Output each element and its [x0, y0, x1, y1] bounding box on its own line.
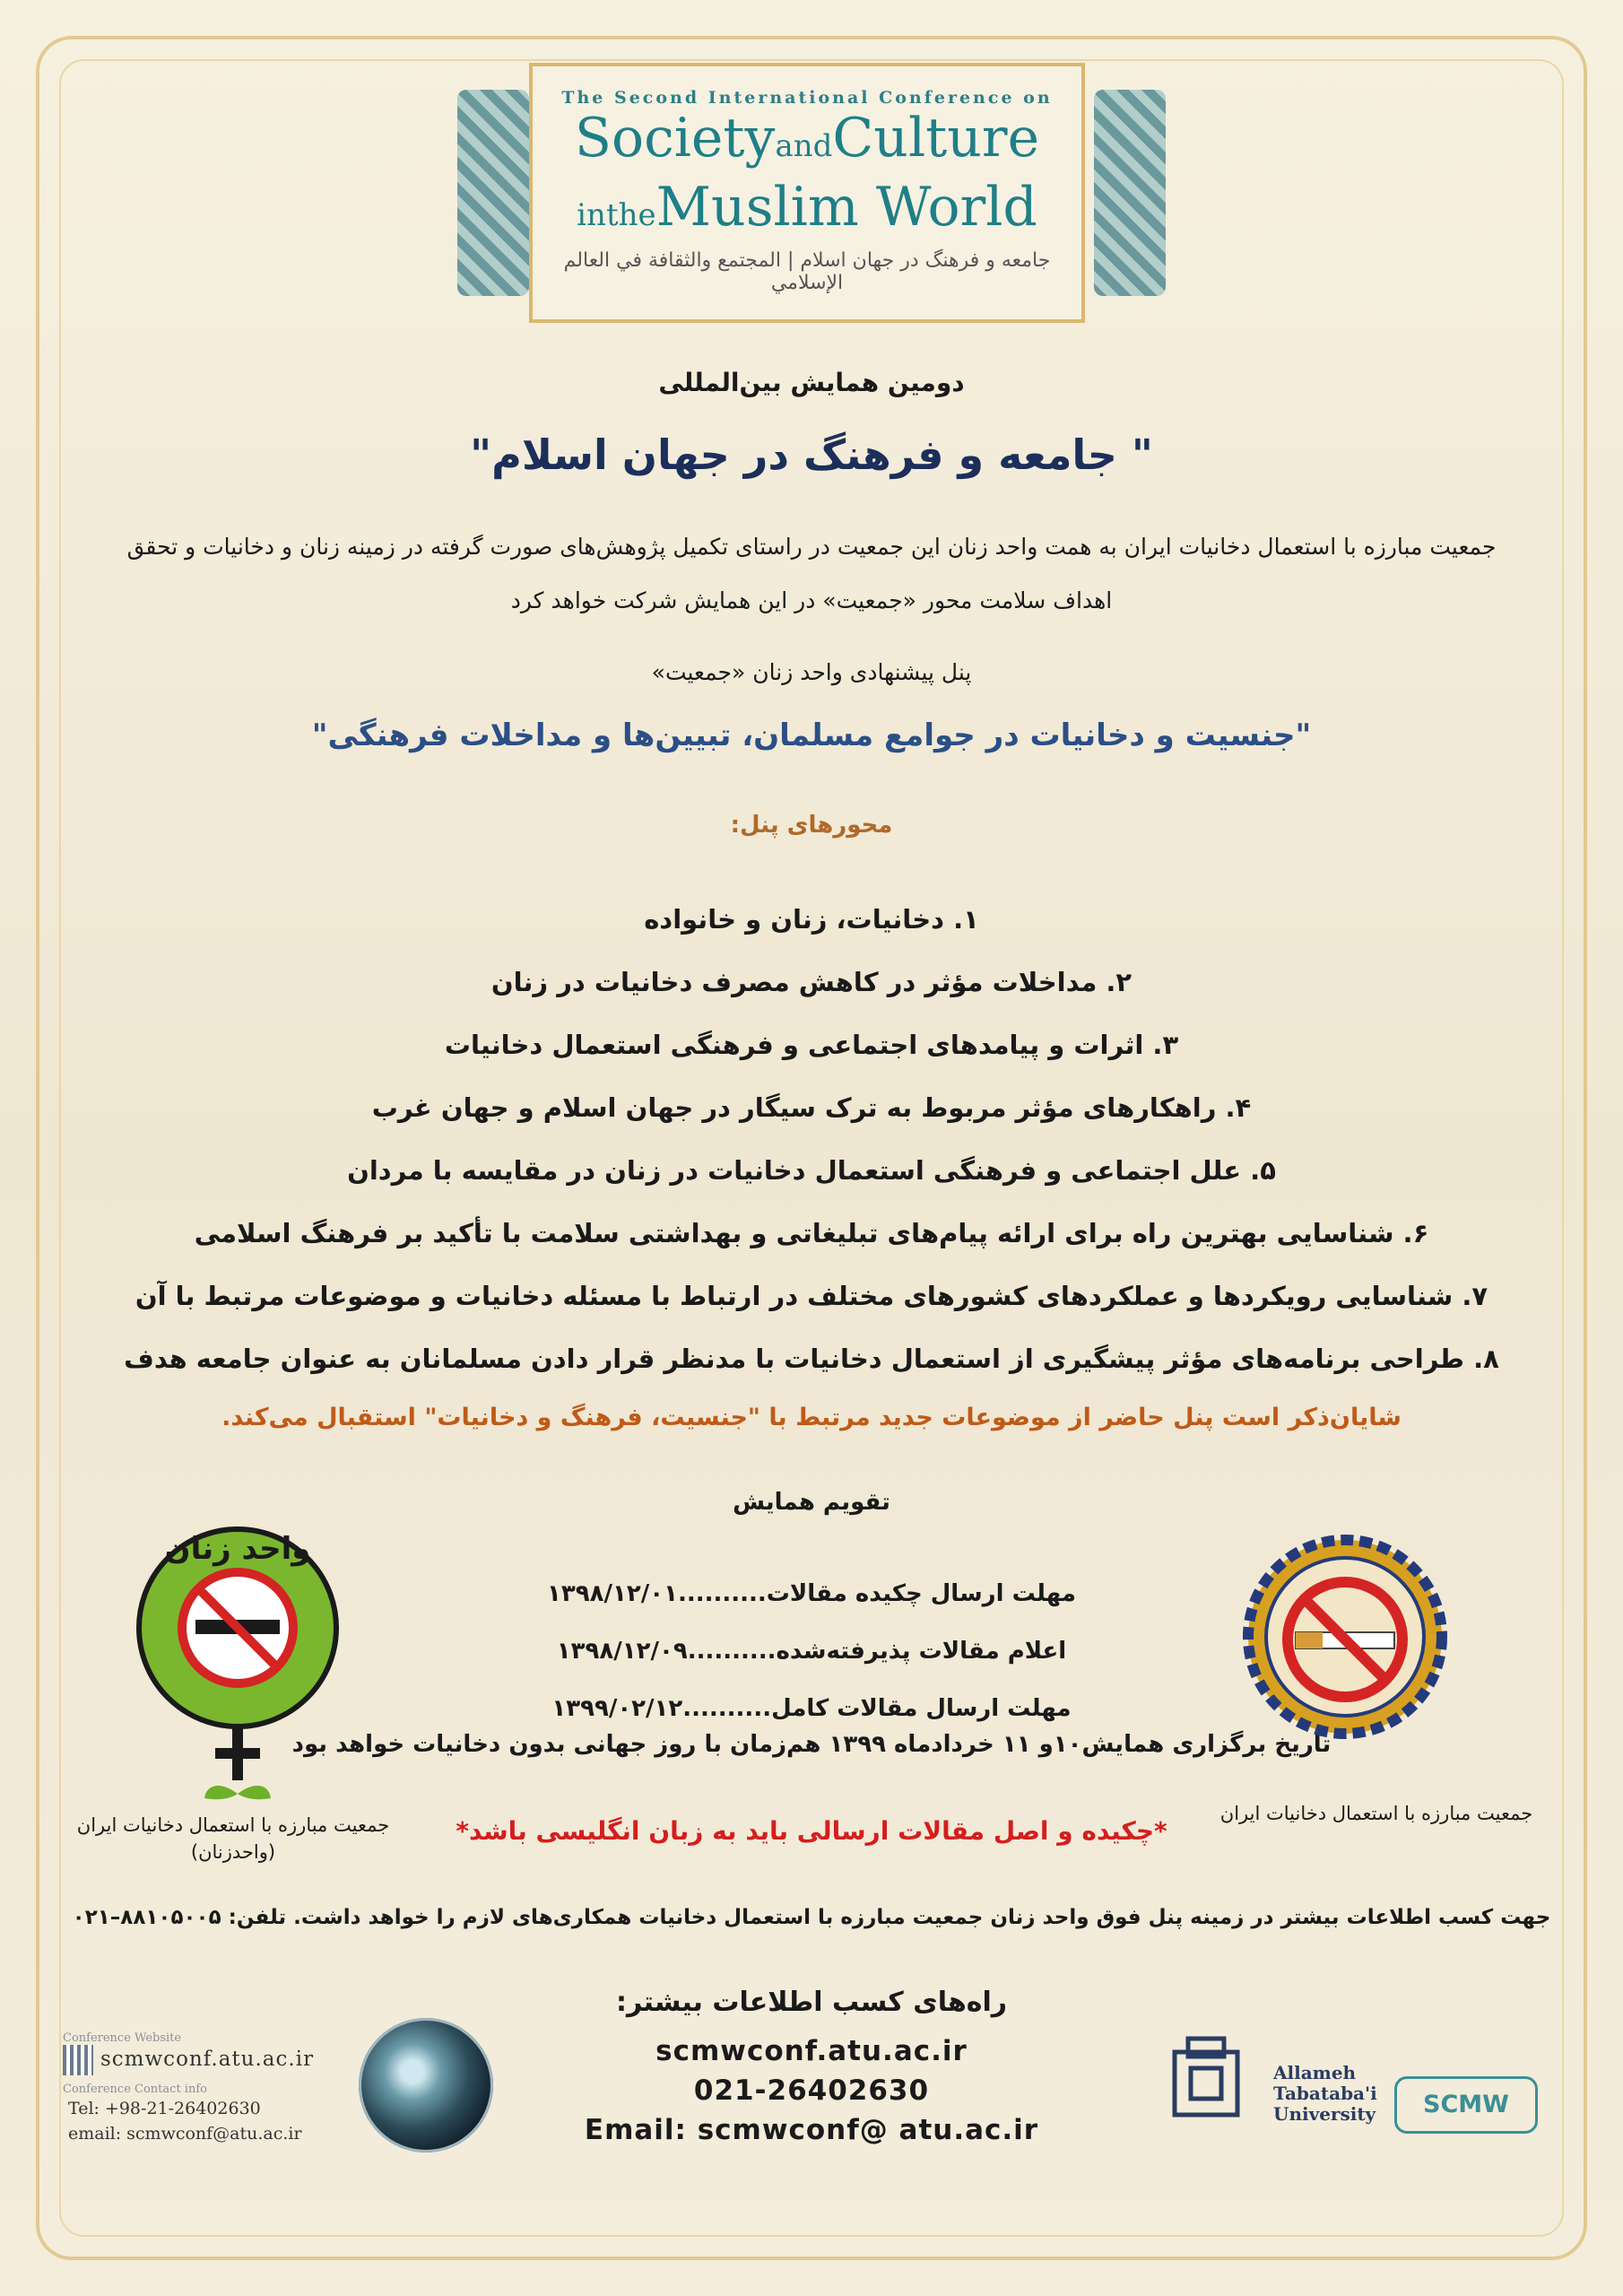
email-row[interactable]: email: scmwconf@atu.ac.ir: [68, 2124, 302, 2144]
date-acceptance: اعلام مقالات پذیرفته‌شده..........۱۳۹۸/۱۲/۰۹: [556, 1638, 1067, 1665]
university-name: Allameh Tabataba'i University: [1273, 2062, 1377, 2125]
leaf-icon: [238, 1786, 271, 1799]
axis-item: ۶. شناسایی بهترین راه برای ارائه پیام‌های تبلیغاتی و بهداشتی سلامت با تأکید بر فرهنگ اسلامی: [194, 1218, 1429, 1248]
conference-date: تاریخ برگزاری همایش۱۰و ۱۱ خردادماه ۱۳۹۹ هم‌زمان با روز جهانی بدون دخانیات خواهد بود: [291, 1731, 1332, 1758]
mosaic-dome-icon: [359, 2018, 493, 2152]
axes-heading: محورهای پنل:: [730, 812, 893, 839]
tel-row: Tel: +98-21-26402630: [68, 2099, 261, 2118]
phone-number: 021-26402630: [693, 2074, 930, 2107]
conference-title: " جامعه و فرهنگ در جهان اسلام": [470, 430, 1153, 479]
ornament-tile-left: [457, 90, 529, 296]
header-title-line2: intheMuslim World: [577, 176, 1037, 239]
website-row[interactable]: scmwconf.atu.ac.ir: [63, 2045, 350, 2075]
contact-label: Conference Contact info: [63, 2083, 207, 2096]
qr-code-icon: [63, 2045, 93, 2075]
axes-list: [0, 888, 1623, 1390]
header-title-line1: SocietyandCulture: [574, 107, 1040, 170]
women-unit-logo: [135, 1525, 341, 1812]
axis-item: ۴. راهکارهای مؤثر مربوط به ترک سیگار در جهان اسلام و جهان غرب: [371, 1092, 1252, 1123]
axis-item: ۱. دخانیات، زنان و خانواده: [644, 904, 979, 935]
axis-item: ۳. اثرات و پیامدهای اجتماعی و فرهنگی استعمال دخانیات: [444, 1030, 1179, 1060]
header-title-fa: جامعه و فرهنگ در جهان اسلام | المجتمع والثقافة في العالم الإسلامي: [563, 249, 1051, 294]
logo-right-caption: جمعیت مبارزه با استعمال دخانیات ایران: [1219, 1803, 1533, 1824]
no-smoking-society-logo: [1242, 1534, 1448, 1740]
email-link[interactable]: Email: scmwconf@ atu.ac.ir: [584, 2114, 1039, 2146]
axis-item: ۷. شناسایی رویکردها و عملکردهای کشورهای مختلف در ارتباط با مسئله دخانیات و موضوعات مرتبط با آن: [135, 1281, 1488, 1311]
header-subtitle: The Second International Conference on: [561, 88, 1053, 108]
axis-item: ۸. طراحی برنامه‌های مؤثر پیشگیری از استعمال دخانیات با مدنظر قرار دادن مسلمانان به عنوان جامعه هدف: [124, 1344, 1499, 1374]
panel-label: پنل پیشنهادی واحد زنان «جمعیت»: [651, 659, 972, 685]
conference-contact-block: [63, 2031, 350, 2146]
ornament-tile-right: [1094, 90, 1166, 296]
date-full-paper-deadline: مهلت ارسال مقالات کامل..........۱۳۹۹/۰۲/۱۲: [551, 1695, 1072, 1722]
intro-paragraph: جمعیت مبارزه با استعمال دخانیات ایران به همت واحد زنان این جمعیت در راستای تکمیل پژوهش‌های صورت گرفته در زمینه زنان و دخانیات و تحقق اهداف سلامت محور «جمعیت» در این همایش شرکت خواهد کرد: [126, 534, 1497, 613]
cigarette-filter: [1296, 1632, 1323, 1648]
leaf-icon: [204, 1786, 238, 1799]
conference-logo-header: [529, 63, 1085, 323]
new-topics-note: شایان‌ذکر است پنل حاضر از موضوعات جدید مرتبط با "جنسیت، فرهنگ و دخانیات" استقبال می‌کند.: [221, 1404, 1402, 1431]
more-info-heading: راه‌های کسب اطلاعات بیشتر:: [615, 1987, 1008, 2018]
english-requirement: *چکیده و اصل مقالات ارسالی باید به زبان انگلیسی باشد*: [456, 1816, 1167, 1846]
contact-note: جهت کسب اطلاعات بیشتر در زمینه پنل فوق واحد زنان جمعیت مبارزه با استعمال دخانیات همکاری‌های لازم را خواهد داشت. تلفن: ۸۸۱۰۵۰۰۵–۰۲۱: [72, 1906, 1551, 1929]
scmw-badge: SCMW: [1394, 2076, 1538, 2134]
logo-arc-text: واحد زنان: [164, 1531, 311, 1567]
website-label: Conference Website: [63, 2031, 182, 2045]
conference-label: دومین همایش بین‌المللی: [658, 368, 965, 397]
axis-item: ۵. علل اجتماعی و فرهنگی استعمال دخانیات در زنان در مقایسه با مردان: [347, 1155, 1276, 1186]
axis-item: ۲. مداخلات مؤثر در کاهش مصرف دخانیات در زنان: [490, 967, 1133, 997]
website-link[interactable]: scmwconf.atu.ac.ir: [655, 2035, 968, 2067]
date-abstract-deadline: مهلت ارسال چکیده مقالات..........۱۳۹۸/۱۲/۰۱: [547, 1580, 1076, 1607]
logo-left-caption: جمعیت مبارزه با استعمال دخانیات ایران (واحدزنان): [76, 1814, 390, 1863]
panel-title: "جنسیت و دخانیات در جوامع مسلمان، تبیین‌ها و مداخلات فرهنگی": [311, 718, 1312, 753]
calendar-heading: تقویم همایش: [733, 1489, 890, 1516]
university-emblem-icon: [1175, 2039, 1237, 2115]
